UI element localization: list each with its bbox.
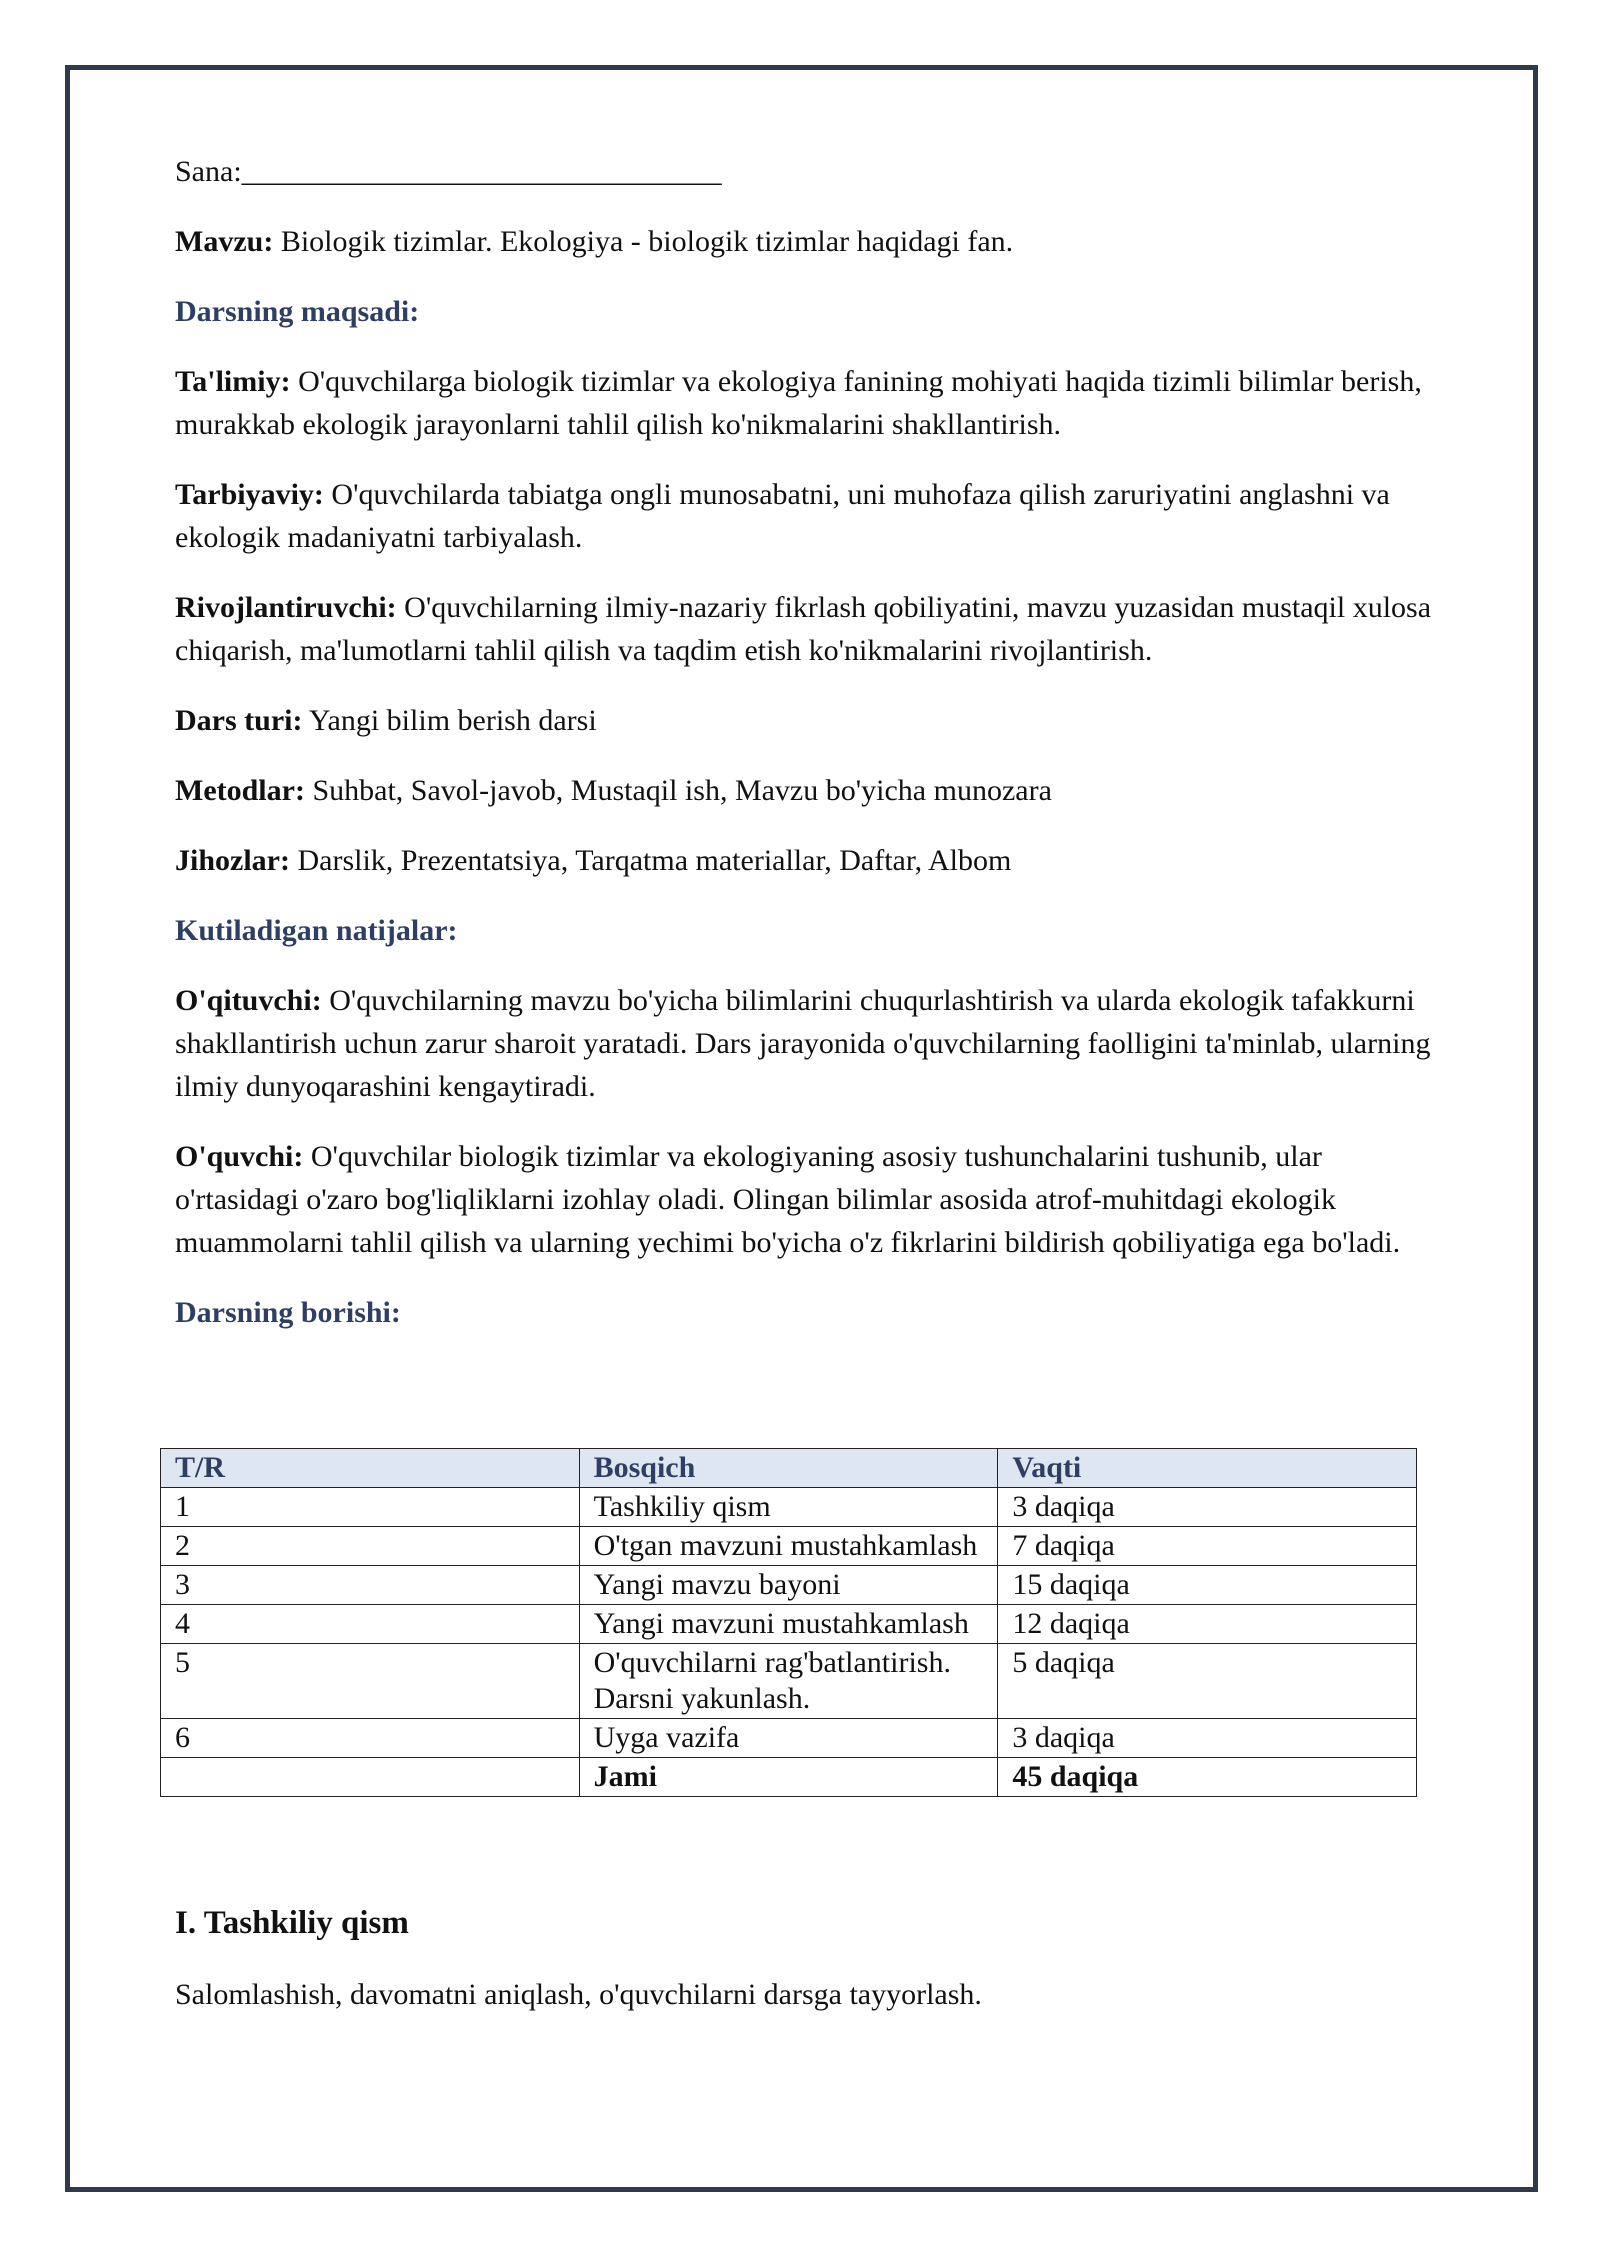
tarbiyaviy-text: O'quvchilarda tabiatga ongli munosabatni, uni muhofaza qilish zaruriyatini anglashni va ekologik madaniyatni tarbiyalash.	[175, 478, 1390, 554]
header-vaqti: Vaqti	[998, 1449, 1417, 1488]
rivojlantiruvchi-paragraph	[175, 586, 1450, 672]
row-stage: Uyga vazifa	[579, 1719, 998, 1758]
table-header-row	[161, 1449, 1417, 1488]
header-bosqich: Bosqich	[579, 1449, 998, 1488]
oquvchi-label: O'quvchi:	[175, 1140, 304, 1173]
oquvchi-paragraph	[175, 1135, 1450, 1264]
row-time: 15 daqiqa	[998, 1566, 1417, 1605]
table-row	[161, 1527, 1417, 1566]
oquvchi-text: O'quvchilar biologik tizimlar va ekologiyaning asosiy tushunchalarini tushunib, ular o'rtasidagi o'zaro bog'liqliklarni izohlay oladi. Olingan bilimlar asosida atrof-muhitdagi ekologik muammolarni tahlil qilish va ularning yechimi bo'yicha o'z fikrlarini bildirish qobiliyatiga ega bo'ladi.	[175, 1140, 1401, 1259]
table-row	[161, 1488, 1417, 1527]
row-number: 5	[161, 1644, 580, 1719]
table-row	[161, 1719, 1417, 1758]
metodlar-text: Suhbat, Savol-javob, Mustaqil ish, Mavzu bo'yicha munozara	[304, 774, 1052, 807]
rivojlantiruvchi-label: Rivojlantiruvchi:	[175, 591, 397, 624]
talimiy-paragraph	[175, 360, 1450, 446]
row-number: 4	[161, 1605, 580, 1644]
table-row	[161, 1566, 1417, 1605]
row-stage: O'quvchilarni rag'batlantirish. Darsni yakunlash.	[579, 1644, 998, 1719]
dars-turi-label: Dars turi:	[175, 704, 303, 737]
talimiy-text: O'quvchilarga biologik tizimlar va ekologiya fanining mohiyati haqida tizimli bilimlar berish, murakkab ekologik jarayonlarni tahlil qilish ko'nikmalarini shakllantirish.	[175, 365, 1422, 441]
row-time: 5 daqiqa	[998, 1644, 1417, 1719]
row-stage: O'tgan mavzuni mustahkamlash	[579, 1527, 998, 1566]
mavzu-paragraph	[175, 220, 1450, 263]
row-stage: Yangi mavzu bayoni	[579, 1566, 998, 1605]
row-number: 3	[161, 1566, 580, 1605]
talimiy-label: Ta'limiy:	[175, 365, 291, 398]
dars-turi-text: Yangi bilim berish darsi	[302, 704, 597, 737]
header-tr: T/R	[161, 1449, 580, 1488]
row-stage: Yangi mavzuni mustahkamlash	[579, 1605, 998, 1644]
metodlar-label: Metodlar:	[175, 774, 305, 807]
row-number: 2	[161, 1527, 580, 1566]
section-title: I. Tashkiliy qism	[175, 1905, 409, 1941]
table-row	[161, 1605, 1417, 1644]
sana-line: Sana:________________________________	[175, 155, 722, 188]
section-text: Salomlashish, davomatni aniqlash, o'quvchilarni darsga tayyorlash.	[175, 1978, 982, 2011]
tarbiyaviy-label: Tarbiyaviy:	[175, 478, 324, 511]
row-number: 1	[161, 1488, 580, 1527]
jihozlar-text: Darslik, Prezentatsiya, Tarqatma materiallar, Daftar, Albom	[289, 844, 1012, 877]
oqituvchi-text: O'quvchilarning mavzu bo'yicha bilimlarini chuqurlashtirish va ularda ekologik tafakkurni shakllantirish uchun zarur sharoit yaratadi. Dars jarayonida o'quvchilarning faolligini ta'minlab, ularning ilmiy dunyoqarashini kengaytiradi.	[175, 984, 1431, 1103]
oqituvchi-paragraph	[175, 979, 1450, 1108]
row-time: 3 daqiqa	[998, 1719, 1417, 1758]
jihozlar-paragraph	[175, 839, 1450, 882]
total-time: 45 daqiqa	[998, 1758, 1417, 1797]
total-empty-cell	[161, 1758, 580, 1797]
row-time: 12 daqiqa	[998, 1605, 1417, 1644]
jihozlar-label: Jihozlar:	[175, 844, 290, 877]
row-time: 7 daqiqa	[998, 1527, 1417, 1566]
maqsad-heading: Darsning maqsadi:	[175, 295, 420, 328]
table-row	[161, 1644, 1417, 1719]
oqituvchi-label: O'qituvchi:	[175, 984, 322, 1017]
mavzu-label: Mavzu:	[175, 225, 274, 258]
lesson-plan-body	[175, 150, 1450, 1361]
dars-turi-paragraph	[175, 699, 1450, 742]
borishi-heading: Darsning borishi:	[175, 1296, 401, 1329]
metodlar-paragraph	[175, 769, 1450, 812]
total-label: Jami	[579, 1758, 998, 1797]
row-time: 3 daqiqa	[998, 1488, 1417, 1527]
table-total-row	[161, 1758, 1417, 1797]
rivojlantiruvchi-text: O'quvchilarning ilmiy-nazariy fikrlash qobiliyatini, mavzu yuzasidan mustaqil xulosa chiqarish, ma'lumotlarni tahlil qilish va taqdim etish ko'nikmalarini rivojlantirish.	[175, 591, 1432, 667]
row-stage: Tashkiliy qism	[579, 1488, 998, 1527]
lesson-stages-table	[160, 1448, 1417, 1797]
mavzu-text: Biologik tizimlar. Ekologiya - biologik tizimlar haqidagi fan.	[273, 225, 1014, 258]
tarbiyaviy-paragraph	[175, 473, 1450, 559]
row-number: 6	[161, 1719, 580, 1758]
natijalar-heading: Kutiladigan natijalar:	[175, 914, 458, 947]
